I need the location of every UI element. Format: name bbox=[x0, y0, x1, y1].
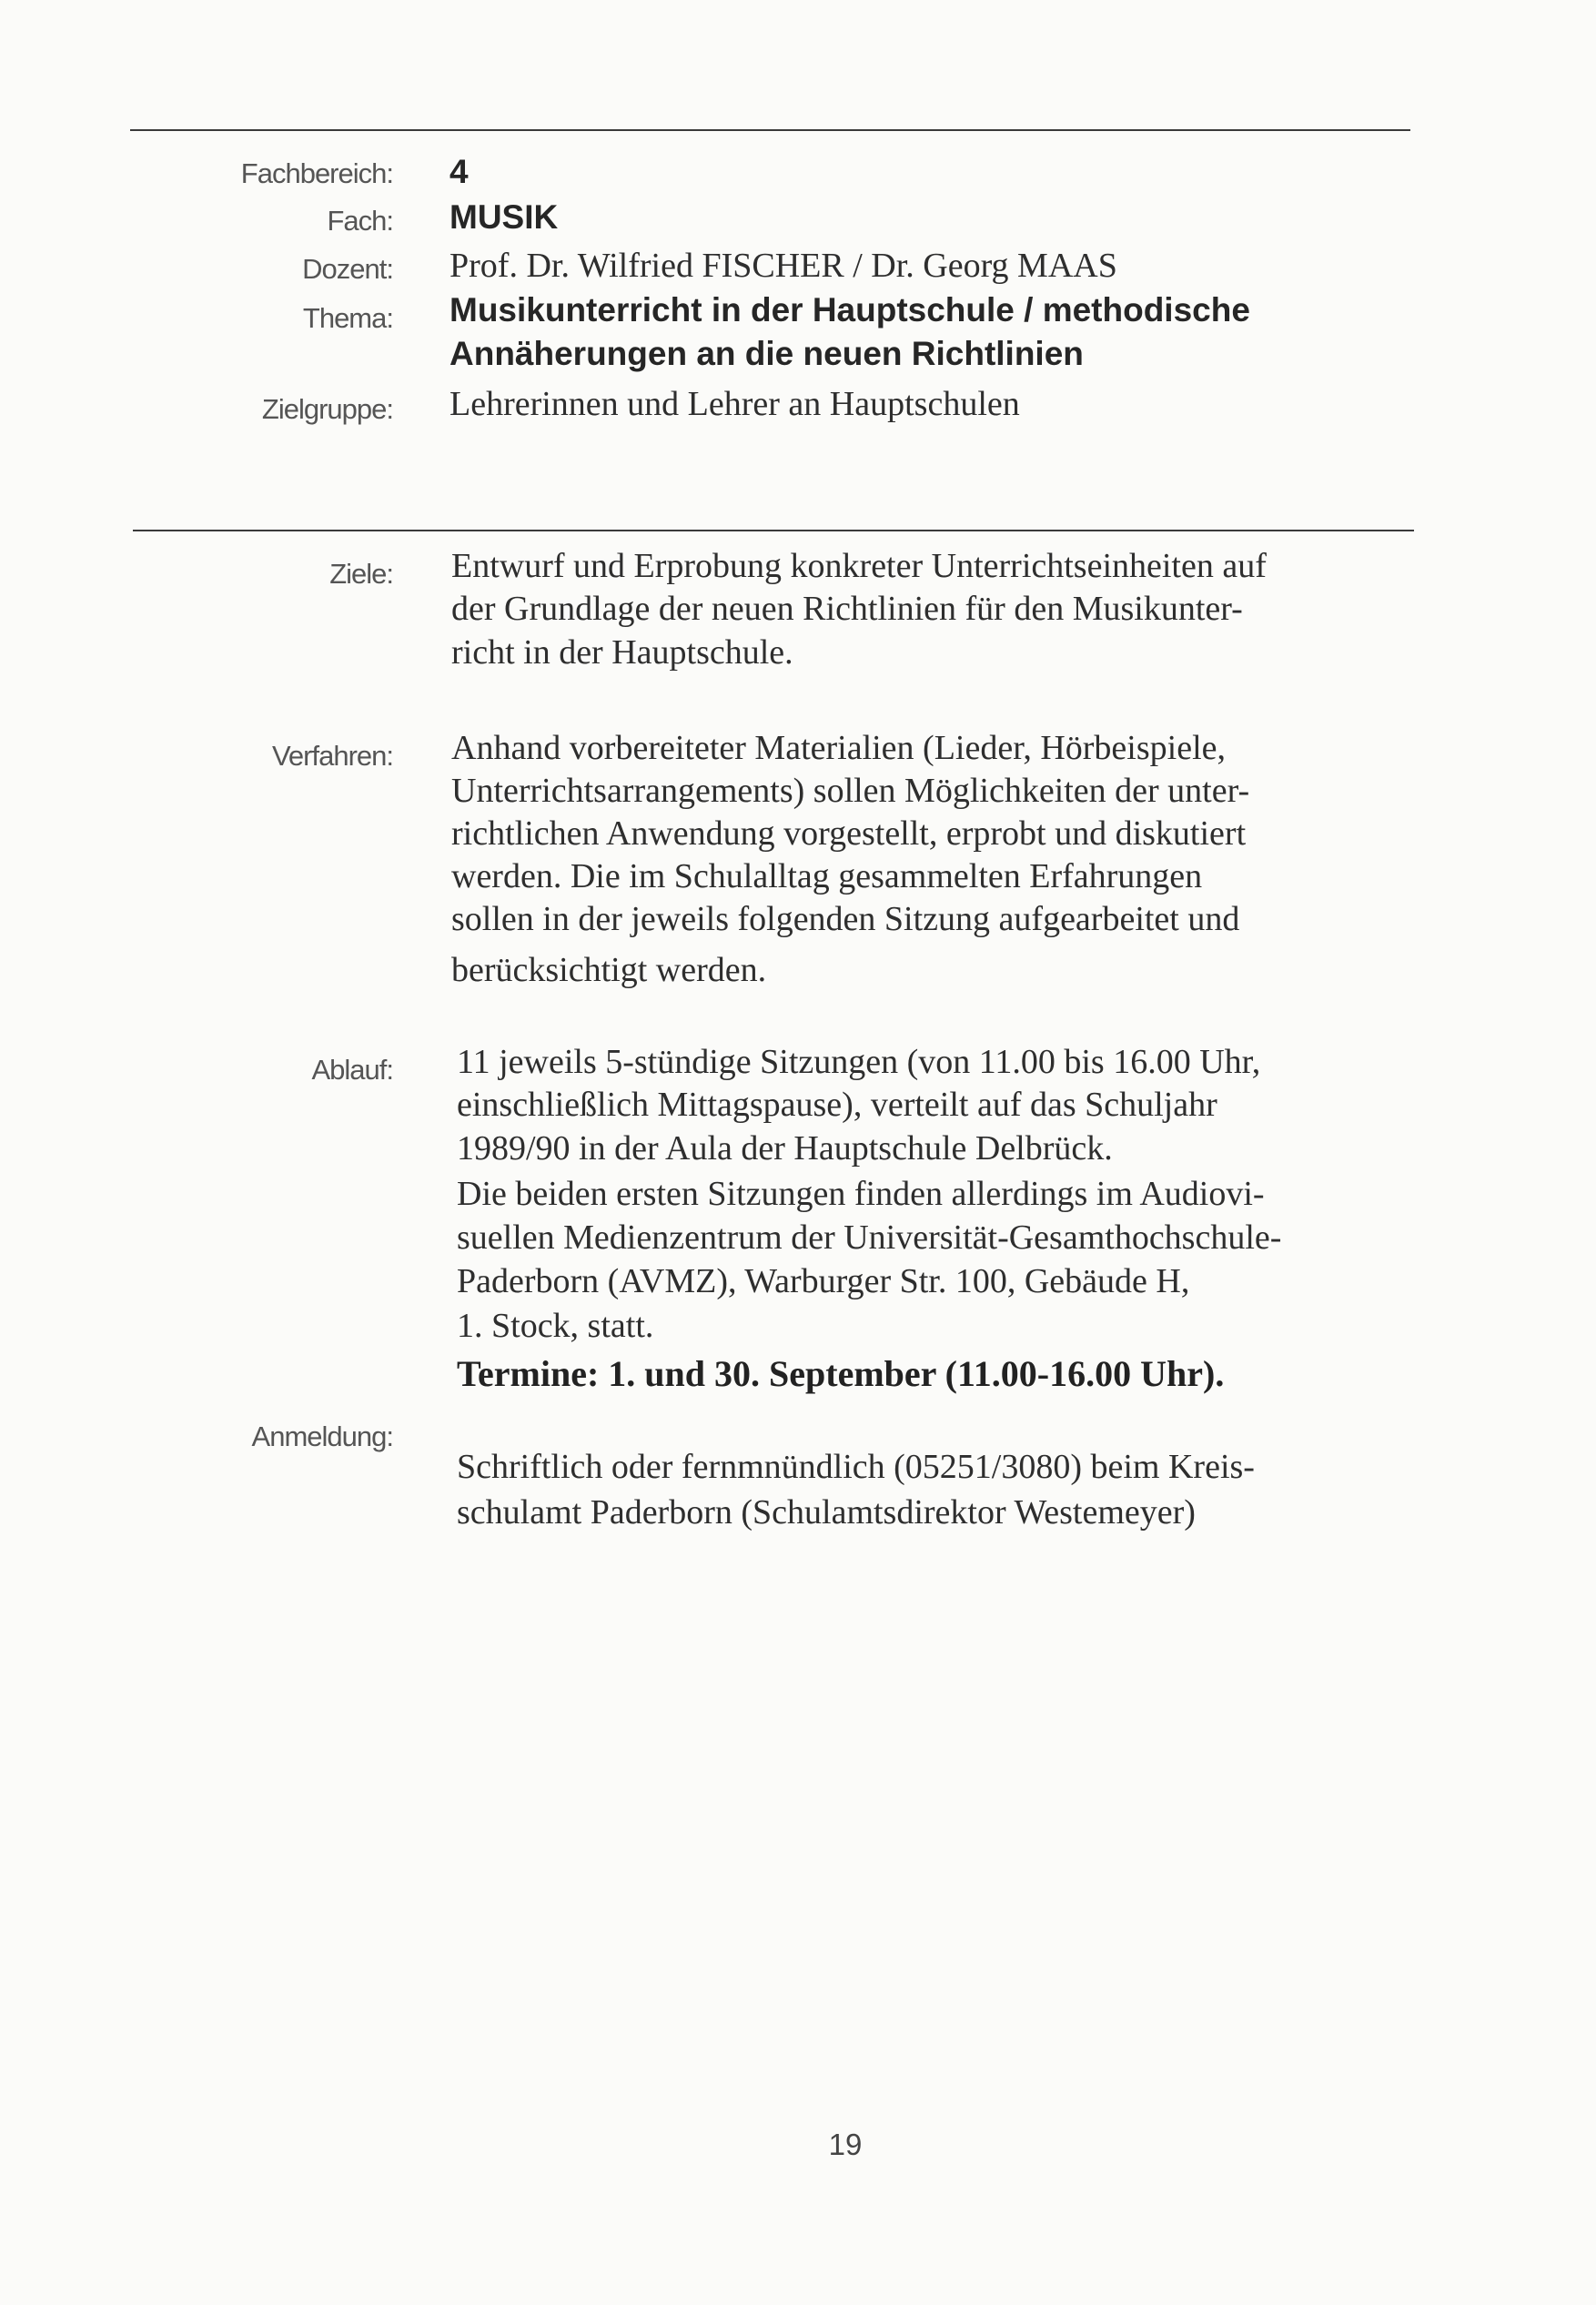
fachbereich-label: Fachbereich: bbox=[240, 157, 393, 189]
thema-line: Musikunterricht in der Hauptschule / methodische bbox=[450, 291, 1250, 329]
fachbereich-value: 4 bbox=[450, 153, 469, 190]
ziele-line: der Grundlage der neuen Richtlinien für den Musikunter- bbox=[451, 590, 1243, 628]
verfahren-line: werden. Die im Schulalltag gesammelten Erfahrungen bbox=[451, 857, 1203, 895]
top-divider bbox=[130, 129, 1410, 131]
zielgruppe-value: Lehrerinnen und Lehrer an Hauptschulen bbox=[450, 385, 1020, 423]
ziele-label: Ziele: bbox=[329, 558, 393, 590]
verfahren-line: richtlichen Anwendung vorgestellt, erprobt und diskutiert bbox=[451, 814, 1247, 853]
verfahren-line: Anhand vorbereiteter Materialien (Lieder, Hörbeispiele, bbox=[451, 729, 1226, 767]
page-number: 19 bbox=[828, 2128, 863, 2161]
fach-label: Fach: bbox=[327, 205, 393, 237]
ablauf-line: suellen Medienzentrum der Universität-Gesamthochschule- bbox=[457, 1218, 1282, 1257]
section-divider bbox=[133, 530, 1414, 531]
thema-label: Thema: bbox=[302, 302, 393, 334]
ablauf-line: Die beiden ersten Sitzungen finden allerdings im Audiovi- bbox=[457, 1175, 1265, 1213]
ablauf-line: Paderborn (AVMZ), Warburger Str. 100, Gebäude H, bbox=[457, 1262, 1190, 1300]
ziele-line: richt in der Hauptschule. bbox=[451, 633, 793, 672]
anmeldung-label: Anmeldung: bbox=[251, 1420, 393, 1452]
verfahren-line: sollen in der jeweils folgenden Sitzung aufgearbeitet und bbox=[451, 900, 1240, 938]
ablauf-line: einschließlich Mittagspause), verteilt auf das Schuljahr bbox=[457, 1086, 1217, 1124]
termine-line: Termine: 1. und 30. September (11.00-16.00 Uhr). bbox=[457, 1353, 1225, 1394]
fach-value: MUSIK bbox=[450, 198, 559, 236]
anmeldung-line: schulamt Paderborn (Schulamtsdirektor Westemeyer) bbox=[457, 1493, 1196, 1532]
ablauf-line: 11 jeweils 5-stündige Sitzungen (von 11.00 bis 16.00 Uhr, bbox=[457, 1043, 1261, 1081]
verfahren-line: Unterrichtsarrangements) sollen Möglichkeiten der unter- bbox=[451, 772, 1250, 810]
thema-line: Annäherungen an die neuen Richtlinien bbox=[450, 335, 1084, 372]
zielgruppe-label: Zielgruppe: bbox=[261, 393, 393, 425]
ablauf-label: Ablauf: bbox=[311, 1054, 393, 1086]
dozent-label: Dozent: bbox=[302, 253, 393, 285]
verfahren-line: berücksichtigt werden. bbox=[451, 951, 767, 989]
dozent-value: Prof. Dr. Wilfried FISCHER / Dr. Georg MAAS bbox=[450, 247, 1117, 285]
ablauf-line: 1989/90 in der Aula der Hauptschule Delbrück. bbox=[457, 1129, 1113, 1168]
ziele-line: Entwurf und Erprobung konkreter Unterrichtseinheiten auf bbox=[451, 547, 1267, 585]
ablauf-line: 1. Stock, statt. bbox=[457, 1307, 654, 1345]
verfahren-label: Verfahren: bbox=[271, 740, 393, 772]
anmeldung-line: Schriftlich oder fernmnündlich (05251/3080) beim Kreis- bbox=[457, 1448, 1255, 1486]
